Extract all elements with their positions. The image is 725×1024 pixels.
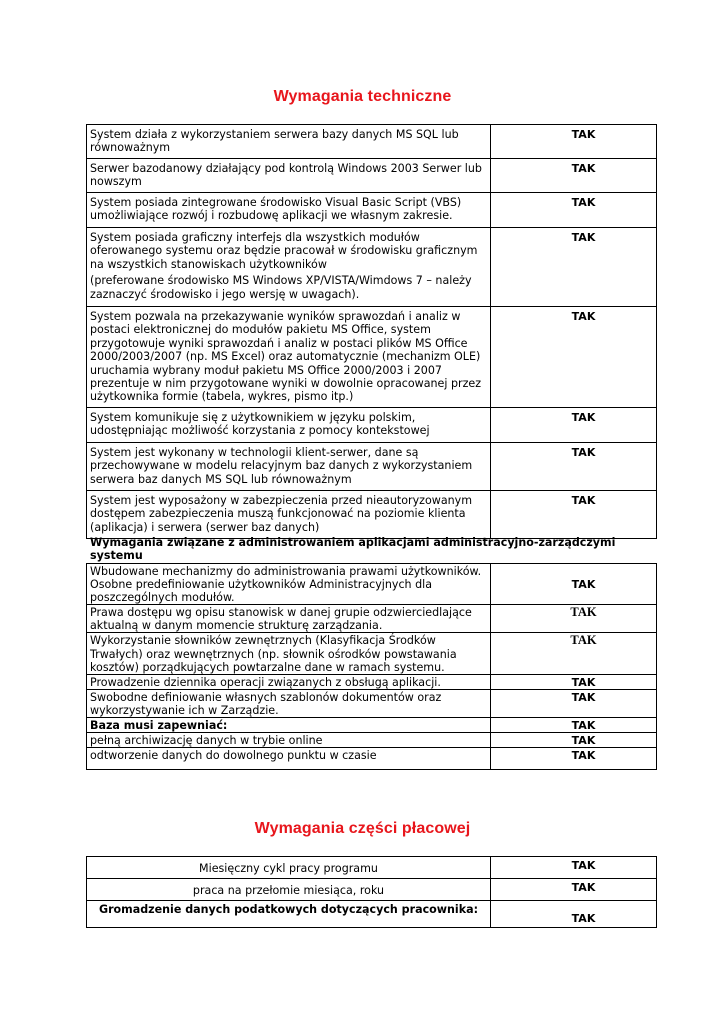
requirement-value: TAK [491,633,657,674]
table-row [87,408,657,443]
table-row [87,733,657,748]
admin-requirements-table [86,563,657,770]
table-row [87,193,657,228]
section-title-technical: Wymagania techniczne [273,88,452,105]
requirement-text: Miesięczny cykl pracy programu [87,857,491,879]
requirement-text: Serwer bazodanowy działający pod kontrolą Windows 2003 Serwer lub nowszym [87,159,491,193]
table-row [87,307,657,408]
table-row [87,674,657,689]
requirement-text: Swobodne definiowanie własnych szablonów dokumentów oraz wykorzystywanie ich w Zarządzie. [87,689,491,717]
requirement-value: TAK [491,674,657,689]
requirement-text: System komunikuje się z użytkownikiem w języku polskim, udostępniając możliwość korzystania z pomocy kontekstowej [87,408,491,443]
table-row [87,857,657,879]
requirement-text: Prowadzenie dziennika operacji związanych z obsługą aplikacji. [87,674,491,689]
requirement-text: Wbudowane mechanizmy do administrowania prawami użytkowników. Osobne predefiniowanie użytkowników Administracyjnych dla poszczególnych modułów. [87,564,491,605]
table-row [87,718,657,733]
requirement-text: praca na przełomie miesiąca, roku [87,879,491,901]
requirement-text: System posiada zintegrowane środowisko Visual Basic Script (VBS) umożliwiające rozwój i rozbudowę aplikacji we własnym zakresie. [87,193,491,228]
requirement-value: TAK [491,605,657,633]
requirement-text: Baza musi zapewniać: [87,718,491,733]
requirement-text: System jest wyposażony w zabezpieczenia przed nieautoryzowanym dostępem zabezpieczenia muszą funkcjonować na poziomie klienta (aplikacja) i serwera (serwer baz danych) [87,491,491,539]
requirement-value: TAK [491,879,657,901]
requirement-text: Gromadzenie danych podatkowych dotyczących pracownika: [87,901,491,928]
requirement-text: System pozwala na przekazywanie wyników sprawozdań i analiz w postaci elektronicznej do modułów pakietu MS Office, system przygotowuje wyniki sprawozdań i analiz w postaci plików MS Office 2000/2003/2007 (np. MS Excel) oraz automatycznie (mechanizm OLE) uruchamia wybrany moduł pakietu MS Office 2000/2003 i 2007 prezentuje w nim przygotowane wyniki w dowolnie opracowanej przez użytkownika formie (tabela, wykres, pismo itp.) [87,307,491,408]
table-row [87,564,657,605]
table-row [87,879,657,901]
requirement-value: TAK [491,733,657,748]
requirement-text: pełną archiwizację danych w trybie online [87,733,491,748]
admin-section-heading: Wymagania związane z administrowaniem aplikacjami administracyjno-zarządczymi systemu [90,536,616,562]
requirement-value: TAK [491,689,657,717]
table-row [87,633,657,674]
requirement-value: TAK [491,718,657,733]
requirement-text: System posiada graficzny interfejs dla wszystkich modułów oferowanego systemu oraz będzie pracował w środowisku graficznym na wszystkich stanowiskach użytkowników (preferowane środowisko MS Windows XP/VISTA/Wimdows 7 – należy zaznaczyć środowisko i jego wersję w uwagach). [87,228,491,307]
table-row [87,748,657,770]
table-row [87,443,657,491]
requirement-text: System działa z wykorzystaniem serwera bazy danych MS SQL lub równoważnym [87,125,491,159]
requirement-value: TAK [491,857,657,879]
requirement-text: Prawa dostępu wg opisu stanowisk w danej grupie odzwierciedlające aktualną w danym momencie strukturę zarządzania. [87,605,491,633]
table-row [87,228,657,307]
table-row [87,689,657,717]
requirement-value: TAK [491,125,657,159]
requirement-value: TAK [491,307,657,408]
requirement-value: TAK [491,443,657,491]
section-title-payroll: Wymagania części płacowej [254,820,471,837]
requirement-text: Wykorzystanie słowników zewnętrznych (Klasyfikacja Środków Trwałych) oraz wewnętrznych (np. słownik ośrodków powstawania kosztów) porządkujących powtarzalne dane w ramach systemu. [87,633,491,674]
requirement-value: TAK [491,564,657,605]
table-row [87,159,657,193]
table-row [87,125,657,159]
technical-requirements-table [86,124,657,539]
requirement-value: TAK [491,901,657,928]
requirement-text: System jest wykonany w technologii klient-serwer, dane są przechowywane w modelu relacyjnym baz danych z wykorzystaniem serwera baz danych MS SQL lub równoważnym [87,443,491,491]
table-row [87,491,657,539]
table-row [87,901,657,928]
requirement-text: odtworzenie danych do dowolnego punktu w czasie [87,748,491,770]
payroll-requirements-table [86,856,657,928]
table-row [87,605,657,633]
requirement-value: TAK [491,159,657,193]
requirement-value: TAK [491,193,657,228]
requirement-value: TAK [491,408,657,443]
requirement-value: TAK [491,491,657,539]
requirement-value: TAK [491,748,657,770]
requirement-value: TAK [491,228,657,307]
